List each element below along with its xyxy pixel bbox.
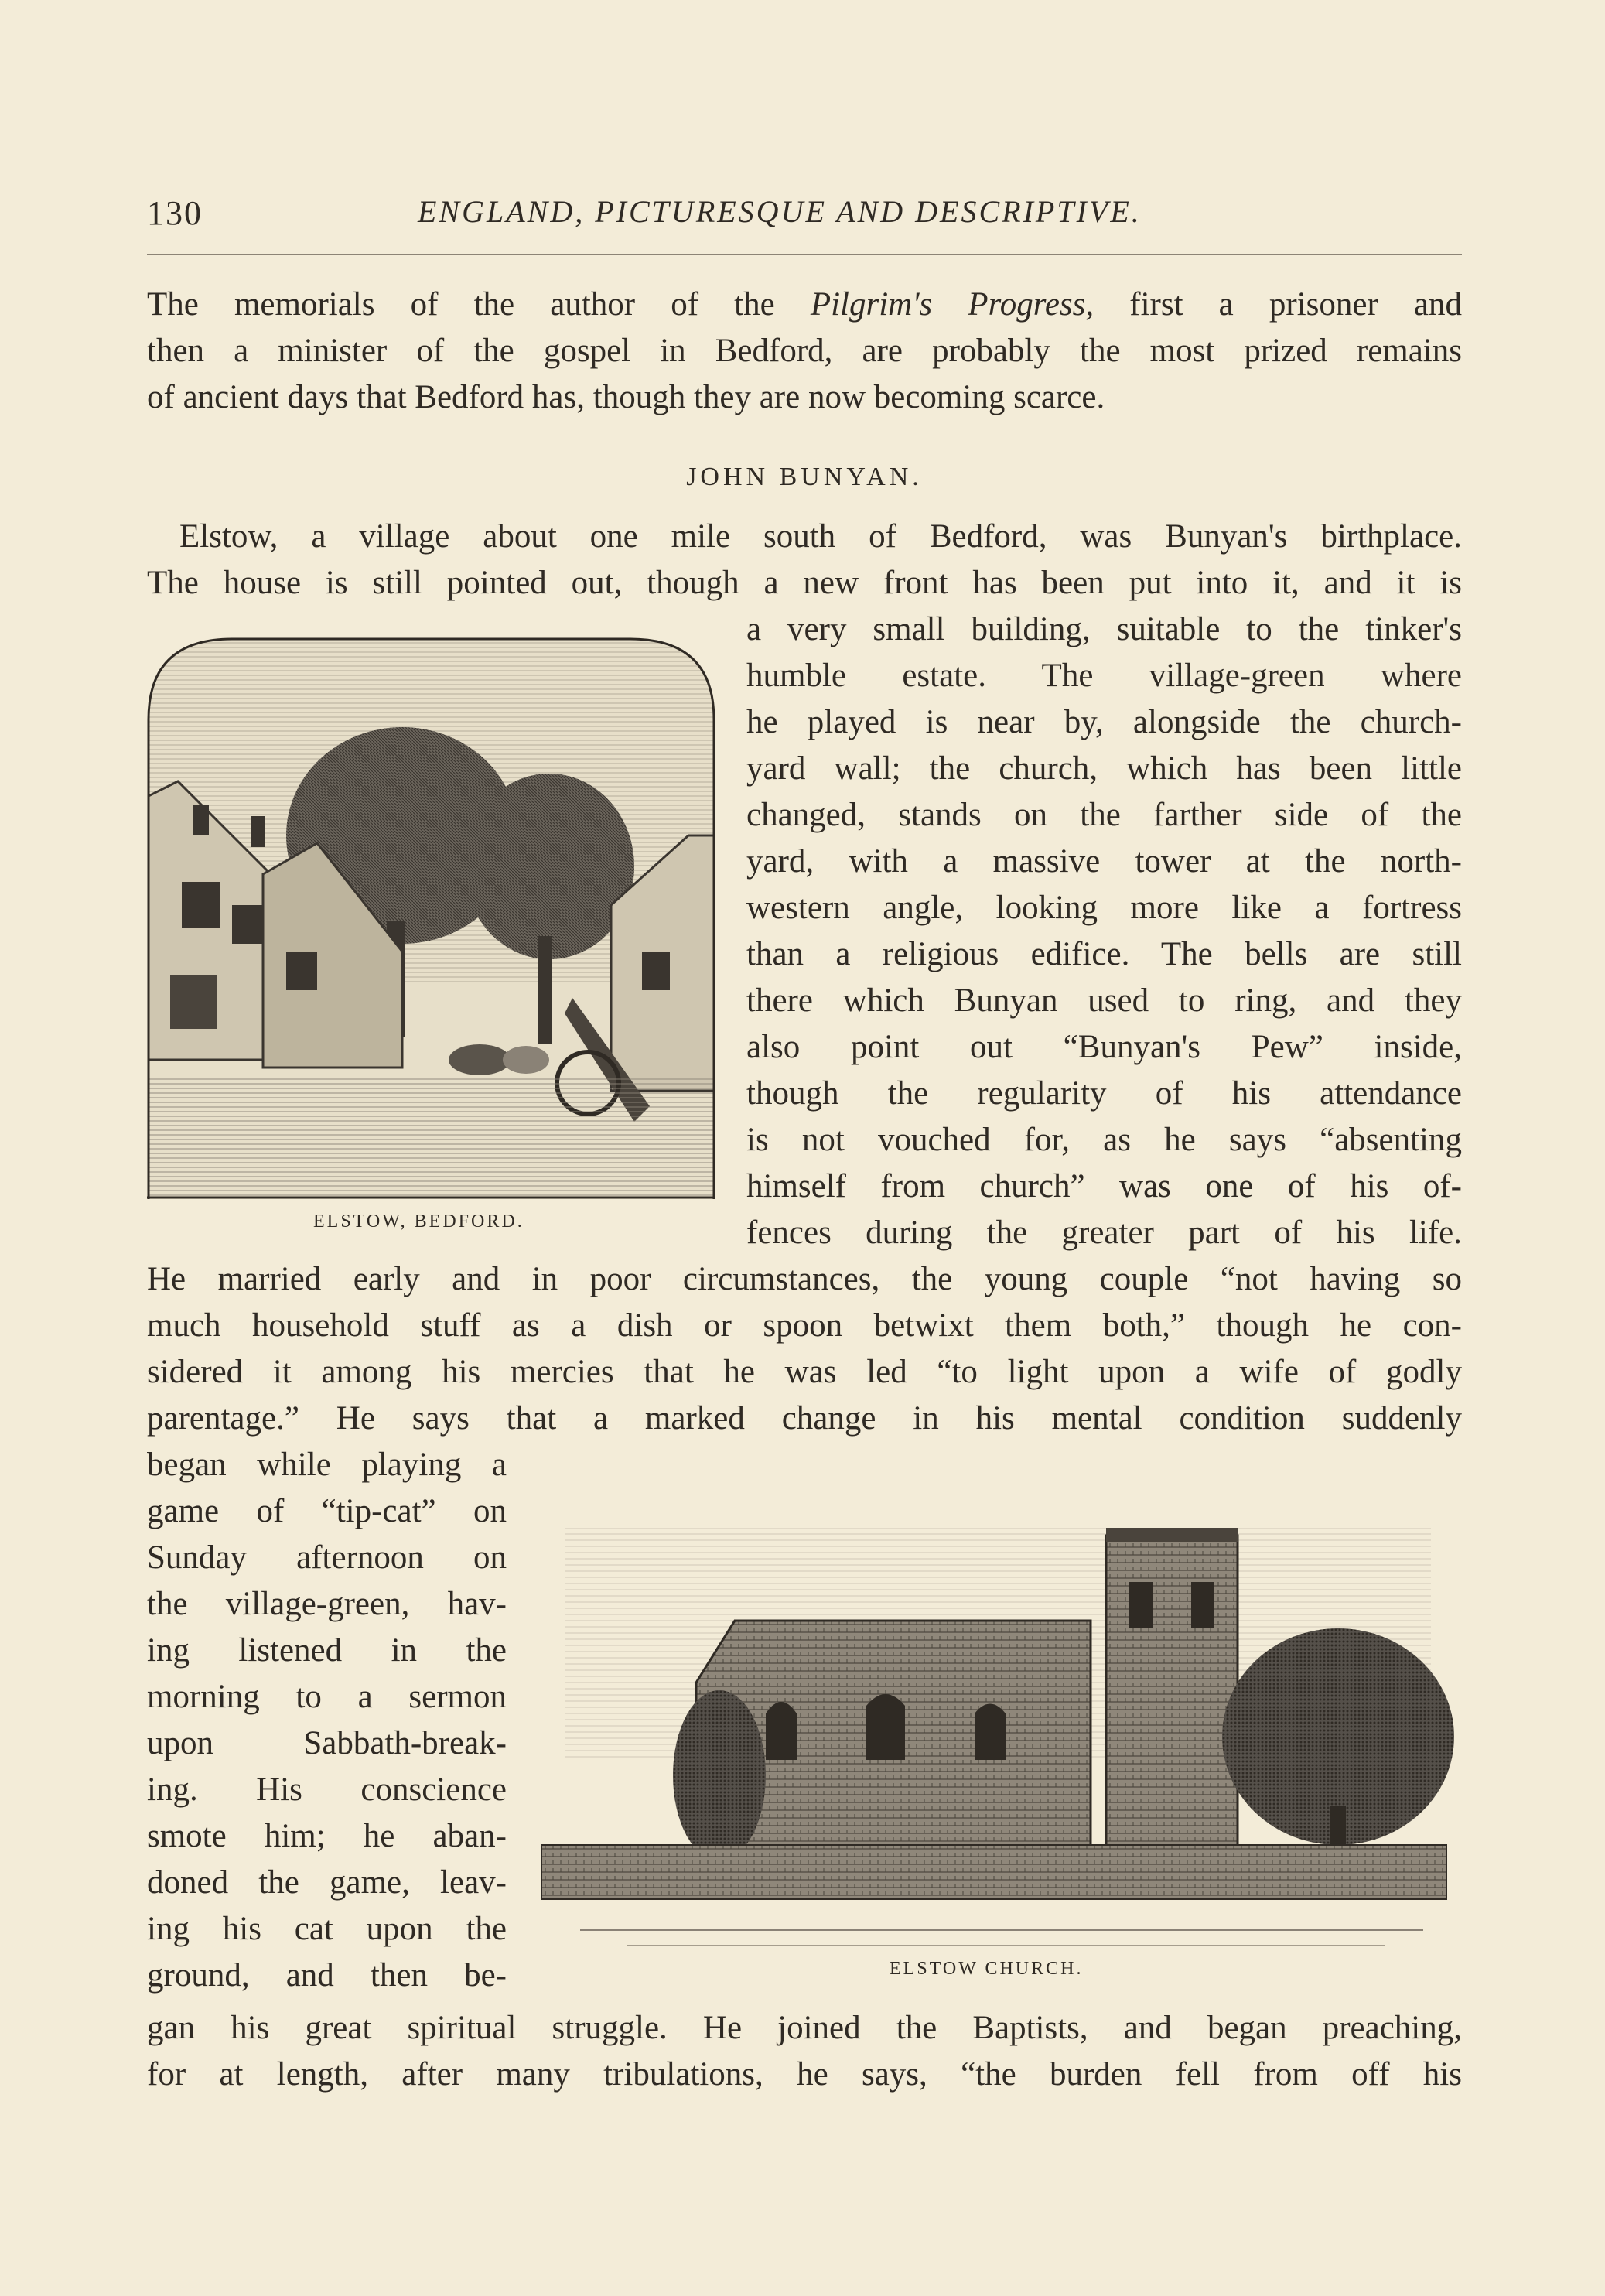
elstow-village-engraving — [147, 627, 715, 1199]
body-line: game of “tip-cat” on — [147, 1493, 507, 1529]
body-line: also point out “Bunyan's Pew” inside, — [746, 1029, 1462, 1065]
body-line: sidered it among his mercies that he was led “to light upon a wife of godly — [147, 1354, 1462, 1390]
body-line: is not vouched for, as he says “absenting — [746, 1122, 1462, 1158]
body-line: he played is near by, alongside the church- — [746, 704, 1462, 740]
header-rule — [147, 254, 1462, 255]
body-line: humble estate. The village-green where — [746, 658, 1462, 694]
body-line: began while playing a — [147, 1447, 507, 1483]
body-line: a very small building, suitable to the tinker's — [746, 611, 1462, 647]
body-line: ing. His conscience — [147, 1772, 507, 1808]
body-line: ing his cat upon the — [147, 1911, 507, 1947]
body-line: ing listened in the — [147, 1632, 507, 1669]
intro-text: first a prisoner and — [1094, 286, 1463, 323]
body-line: than a religious edifice. The bells are still — [746, 936, 1462, 972]
body-line: smote him; he aban- — [147, 1818, 507, 1854]
body-line: there which Bunyan used to ring, and they — [746, 982, 1462, 1019]
body-line: ground, and then be- — [147, 1957, 507, 1994]
running-title: ENGLAND, PICTURESQUE AND DESCRIPTIVE. — [418, 194, 1142, 229]
body-line: changed, stands on the farther side of the — [746, 797, 1462, 833]
body-line: yard wall; the church, which has been little — [746, 750, 1462, 787]
body-line: though the regularity of his attendance — [746, 1075, 1462, 1112]
book-title-italic: Pilgrim's Progress, — [810, 286, 1094, 323]
running-header — [147, 193, 1462, 248]
body-line: He married early and in poor circumstances, the young couple “not having so — [147, 1261, 1462, 1297]
intro-line-2: then a minister of the gospel in Bedford, are probably the most prized remains — [147, 333, 1462, 369]
page-number: 130 — [147, 194, 203, 232]
body-line: upon Sabbath-break- — [147, 1725, 507, 1761]
intro-text: The memorials of the author of the — [147, 286, 811, 323]
body-line: parentage.” He says that a marked change in his mental condition suddenly — [147, 1400, 1462, 1437]
body-line: Elstow, a village about one mile south of Bedford, was Bunyan's birthplace. — [179, 518, 1462, 555]
body-line: the village-green, hav- — [147, 1586, 507, 1622]
body-line: fences during the greater part of his life. — [746, 1215, 1462, 1251]
body-line: The house is still pointed out, though a new front has been put into it, and it is — [147, 565, 1462, 601]
body-line: morning to a sermon — [147, 1679, 507, 1715]
body-line: Sunday afternoon on — [147, 1539, 507, 1576]
body-line: for at length, after many tribulations, he says, “the burden fell from off his — [147, 2056, 1462, 2093]
section-heading: JOHN BUNYAN. — [686, 463, 923, 491]
elstow-church-engraving — [534, 1481, 1462, 1961]
village-caption: ELSTOW, BEDFORD. — [313, 1211, 524, 1232]
body-line: western angle, looking more like a fortress — [746, 890, 1462, 926]
body-line: doned the game, leav- — [147, 1864, 507, 1901]
intro-line-1 — [147, 282, 1462, 328]
body-line: himself from church” was one of his of- — [746, 1168, 1462, 1204]
body-line: yard, with a massive tower at the north- — [746, 843, 1462, 880]
intro-line-3: of ancient days that Bedford has, though they are now becoming scarce. — [147, 379, 1105, 415]
body-line: gan his great spiritual struggle. He joined the Baptists, and began preaching, — [147, 2010, 1462, 2046]
body-line: much household stuff as a dish or spoon betwixt them both,” though he con- — [147, 1307, 1462, 1344]
church-caption: ELSTOW CHURCH. — [890, 1959, 1084, 1979]
